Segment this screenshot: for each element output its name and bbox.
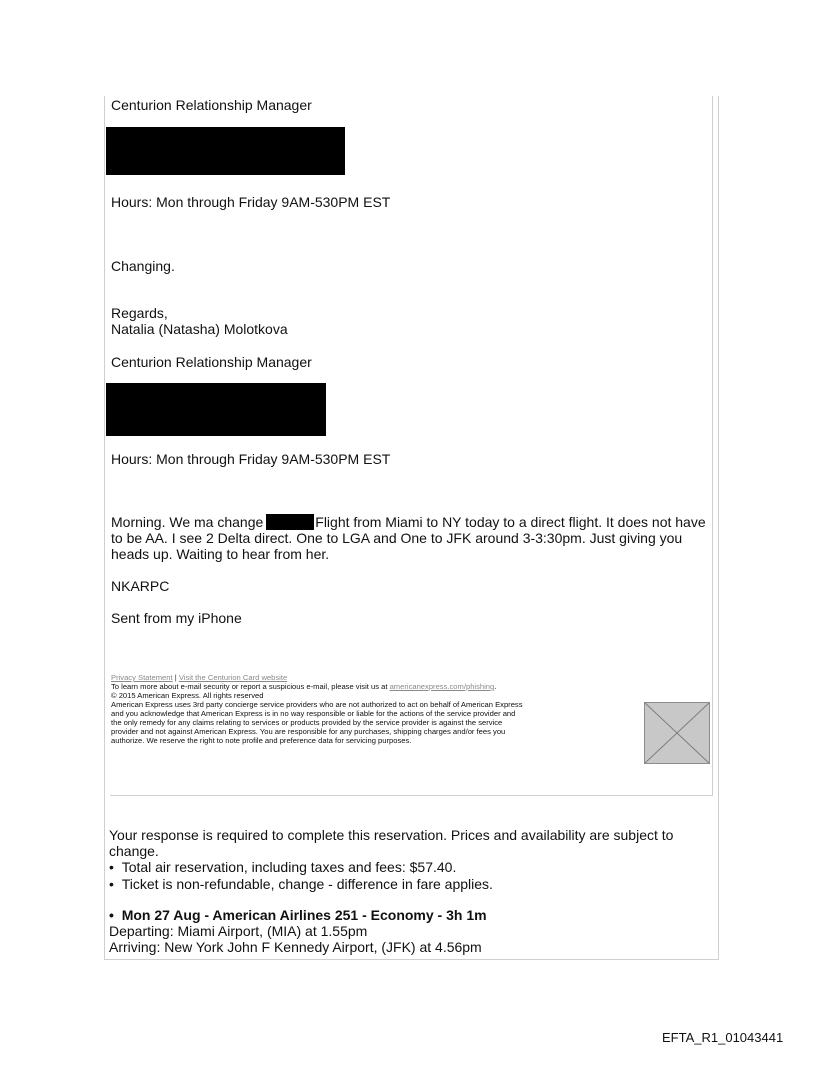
security-period: . (494, 682, 497, 691)
frame-bottom-border (104, 959, 719, 960)
departing-line: Departing: Miami Airport, (MIA) at 1.55pm (109, 923, 368, 939)
disclaimer-line-3: the only remedy for any claims relating to services or products provided by the service provider is against the service (111, 718, 503, 727)
phishing-link[interactable]: americanexpress.com/phishing (389, 682, 495, 691)
bullet-icon: • (109, 907, 122, 923)
disclaimer-line-4: provider and not against American Express. You are responsible for any purchases, shipping charges and/or fees you (111, 727, 506, 736)
office-hours-2: Hours: Mon through Friday 9AM-530PM EST (111, 451, 391, 467)
disclaimer-line-5: authorize. We reserve the right to note profile and preference data for servicing purposes. (111, 736, 412, 745)
frame-left-border (104, 96, 105, 960)
broken-image-icon (645, 703, 709, 763)
message-after-redaction: Flight from Miami to NY today to a direct flight. It does not have (315, 514, 706, 530)
frame-right-border-outer (718, 96, 719, 960)
bullet-item-total (109, 859, 456, 875)
flight-heading-text: Mon 27 Aug - American Airlines 251 - Economy - 3h 1m (121, 907, 487, 923)
security-text: To learn more about e-mail security or report a suspicious e-mail, please visit us at (111, 682, 388, 691)
reply-text: Changing. (111, 258, 175, 274)
message-line-3: heads up. Waiting to hear from her. (111, 546, 330, 562)
centurion-website-link[interactable]: Visit the Centurion Card website (178, 673, 288, 682)
redaction-block-1 (106, 127, 345, 175)
link-separator: | (174, 673, 177, 682)
redaction-inline (266, 514, 314, 530)
signature-title-2: Centurion Relationship Manager (111, 354, 312, 370)
broken-image-placeholder (644, 702, 710, 764)
bullet-ticket-text: Ticket is non-refundable, change - difference in fare applies. (121, 876, 493, 892)
redaction-block-2 (106, 383, 326, 436)
sent-from: Sent from my iPhone (111, 610, 242, 626)
message-line-2: to be AA. I see 2 Delta direct. One to LGA and One to JFK around 3-3:30pm. Just giving you (111, 530, 683, 546)
sender-name: Natalia (Natasha) Molotkova (111, 321, 288, 337)
signature-title-1: Centurion Relationship Manager (111, 97, 312, 113)
bullet-total-text: Total air reservation, including taxes and fees: $57.40. (121, 859, 457, 875)
bullet-item-ticket (109, 876, 493, 892)
arriving-line: Arriving: New York John F Kennedy Airport, (JFK) at 4.56pm (109, 939, 482, 955)
reservation-notice-line-2: change. (109, 843, 159, 859)
flight-heading (109, 907, 487, 923)
regards-line: Regards, (111, 305, 168, 321)
message-before-redaction: Morning. We ma change (111, 514, 264, 530)
disclaimer-line-2: and you acknowledge that American Express is in no way responsible or liable for the actions of the service provider and (111, 709, 516, 718)
document-id: EFTA_R1_01043441 (662, 1030, 784, 1045)
disclaimer-line-1: American Express uses 3rd party concierge service providers who are not authorized to act on behalf of American Express (111, 700, 523, 709)
bullet-icon: • (109, 876, 122, 892)
frame-right-border (712, 96, 713, 796)
initials: NKARPC (111, 578, 170, 594)
copyright: © 2015 American Express. All rights reserved (111, 691, 264, 700)
privacy-statement-link[interactable]: Privacy Statement (111, 673, 173, 682)
bullet-icon: • (109, 859, 122, 875)
office-hours-1: Hours: Mon through Friday 9AM-530PM EST (111, 194, 391, 210)
reservation-notice-line-1: Your response is required to complete this reservation. Prices and availability are subject to (109, 827, 674, 843)
frame-inner-divider (110, 795, 713, 796)
message-line-1 (111, 514, 706, 530)
